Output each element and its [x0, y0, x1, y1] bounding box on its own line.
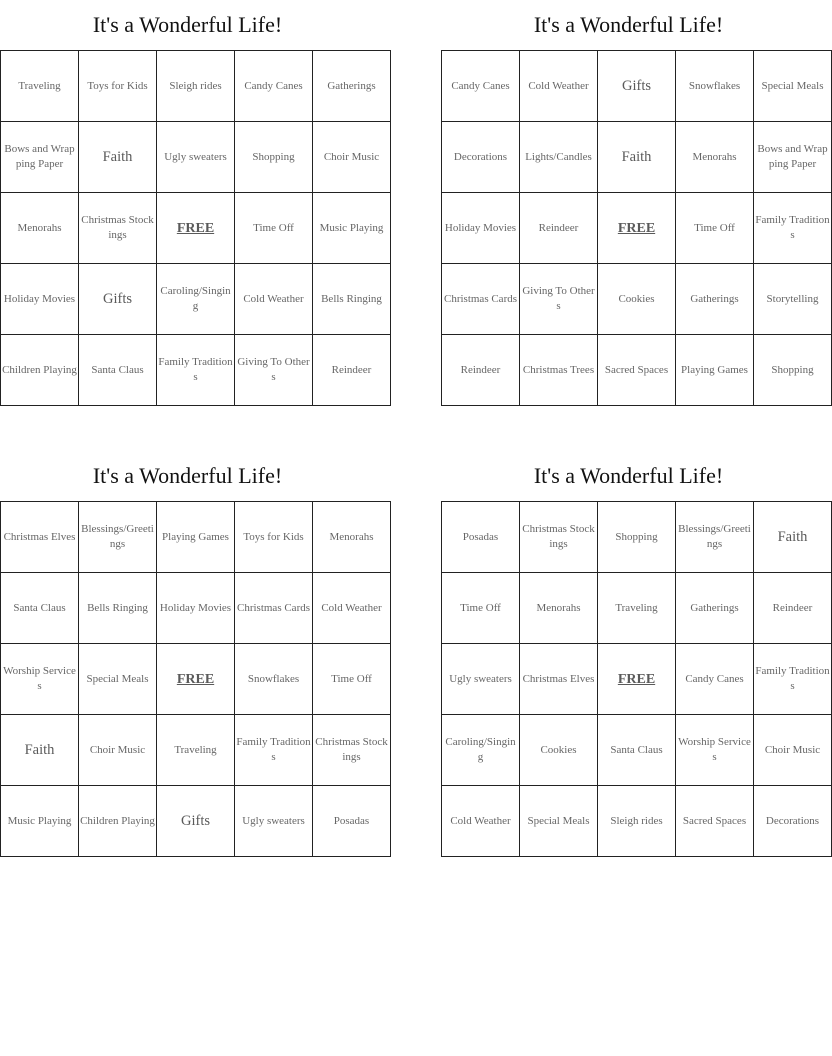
bingo-cell: Faith [754, 502, 832, 573]
bingo-cell: Ugly sweaters [442, 644, 520, 715]
bingo-row [1, 502, 391, 573]
free-space: FREE [598, 193, 676, 264]
bingo-cell: Candy Canes [235, 51, 313, 122]
bingo-row [442, 502, 832, 573]
bingo-cell: Cookies [520, 715, 598, 786]
bingo-cell: Time Off [313, 644, 391, 715]
bingo-cell: Music Playing [313, 193, 391, 264]
bingo-row [442, 51, 832, 122]
bingo-cell: Time Off [235, 193, 313, 264]
bingo-cell: Christmas Trees [520, 335, 598, 406]
bingo-cell: Santa Claus [598, 715, 676, 786]
bingo-cell: Cold Weather [520, 51, 598, 122]
card-title: It's a Wonderful Life! [92, 12, 283, 37]
bingo-cell: Caroling/Singing [442, 715, 520, 786]
bingo-cell: Christmas Elves [520, 644, 598, 715]
bingo-row [1, 193, 391, 264]
bingo-cell: Holiday Movies [442, 193, 520, 264]
bingo-cell: Storytelling [754, 264, 832, 335]
bingo-cell: Candy Canes [676, 644, 754, 715]
bingo-cell: Christmas Stockings [79, 193, 157, 264]
free-space: FREE [598, 644, 676, 715]
bingo-cell: Ugly sweaters [157, 122, 235, 193]
bingo-cell: Traveling [598, 573, 676, 644]
bingo-row [442, 122, 832, 193]
bingo-cell: Children Playing [1, 335, 79, 406]
bingo-cell: Choir Music [79, 715, 157, 786]
bingo-cell: Giving To Others [520, 264, 598, 335]
bingo-cell: Bells Ringing [313, 264, 391, 335]
card-title: It's a Wonderful Life! [533, 463, 724, 488]
free-space: FREE [157, 644, 235, 715]
bingo-cell: Christmas Cards [442, 264, 520, 335]
bingo-cell: Choir Music [754, 715, 832, 786]
bingo-row [1, 122, 391, 193]
bingo-cell: Reindeer [520, 193, 598, 264]
bingo-cell: Reindeer [442, 335, 520, 406]
bingo-cell: Gatherings [676, 573, 754, 644]
bingo-row [1, 786, 391, 857]
bingo-cell: Menorahs [676, 122, 754, 193]
bingo-cell: Gifts [157, 786, 235, 857]
bingo-cell: Worship Services [1, 644, 79, 715]
bingo-cell: Cold Weather [442, 786, 520, 857]
bingo-cell: Menorahs [1, 193, 79, 264]
bingo-cell: Traveling [1, 51, 79, 122]
bingo-cell: Blessings/Greetings [676, 502, 754, 573]
bingo-cell: Cold Weather [313, 573, 391, 644]
bingo-cell: Christmas Stockings [520, 502, 598, 573]
bingo-row [442, 264, 832, 335]
bingo-row [442, 335, 832, 406]
bingo-cell: Faith [1, 715, 79, 786]
bingo-row [1, 715, 391, 786]
bingo-cell: Ugly sweaters [235, 786, 313, 857]
bingo-cell: Menorahs [520, 573, 598, 644]
card-title: It's a Wonderful Life! [533, 12, 724, 37]
bingo-cell: Cookies [598, 264, 676, 335]
bingo-row [442, 573, 832, 644]
bingo-cell: Blessings/Greetings [79, 502, 157, 573]
bingo-grid [441, 50, 832, 406]
bingo-cell: Lights/Candles [520, 122, 598, 193]
bingo-cell: Bells Ringing [79, 573, 157, 644]
bingo-grid [0, 50, 391, 406]
bingo-cell: Posadas [442, 502, 520, 573]
bingo-cell: Bows and Wrapping Paper [754, 122, 832, 193]
bingo-cell: Snowflakes [676, 51, 754, 122]
bingo-row [442, 644, 832, 715]
bingo-cell: Decorations [754, 786, 832, 857]
bingo-cell: Sleigh rides [598, 786, 676, 857]
bingo-cell: Sacred Spaces [598, 335, 676, 406]
bingo-cell: Gatherings [313, 51, 391, 122]
bingo-cell: Playing Games [157, 502, 235, 573]
bingo-grid [0, 501, 391, 857]
bingo-cell: Reindeer [313, 335, 391, 406]
bingo-cell: Giving To Others [235, 335, 313, 406]
bingo-cell: Shopping [235, 122, 313, 193]
bingo-cell: Gifts [598, 51, 676, 122]
bingo-cell: Candy Canes [442, 51, 520, 122]
bingo-cell: Posadas [313, 786, 391, 857]
bingo-cell: Shopping [754, 335, 832, 406]
bingo-cell: Menorahs [313, 502, 391, 573]
bingo-cell: Children Playing [79, 786, 157, 857]
free-space: FREE [157, 193, 235, 264]
bingo-cell: Bows and Wrapping Paper [1, 122, 79, 193]
bingo-cell: Christmas Elves [1, 502, 79, 573]
bingo-cell: Santa Claus [1, 573, 79, 644]
bingo-row [442, 193, 832, 264]
bingo-cell: Christmas Stockings [313, 715, 391, 786]
bingo-cell: Gatherings [676, 264, 754, 335]
bingo-cell: Christmas Cards [235, 573, 313, 644]
bingo-cell: Time Off [676, 193, 754, 264]
bingo-cell: Special Meals [520, 786, 598, 857]
bingo-row [1, 335, 391, 406]
bingo-cell: Family Traditions [754, 193, 832, 264]
bingo-cell: Family Traditions [157, 335, 235, 406]
bingo-cell: Music Playing [1, 786, 79, 857]
bingo-cell: Playing Games [676, 335, 754, 406]
bingo-cell: Family Traditions [754, 644, 832, 715]
bingo-cell: Special Meals [79, 644, 157, 715]
bingo-cell: Shopping [598, 502, 676, 573]
bingo-cell: Worship Services [676, 715, 754, 786]
bingo-row [442, 786, 832, 857]
bingo-cell: Faith [598, 122, 676, 193]
bingo-grid [441, 501, 832, 857]
bingo-cell: Traveling [157, 715, 235, 786]
card-title: It's a Wonderful Life! [92, 463, 283, 488]
bingo-cell: Decorations [442, 122, 520, 193]
bingo-cell: Toys for Kids [79, 51, 157, 122]
bingo-row [1, 51, 391, 122]
bingo-row [442, 715, 832, 786]
bingo-cell: Time Off [442, 573, 520, 644]
bingo-cell: Gifts [79, 264, 157, 335]
bingo-cell: Holiday Movies [157, 573, 235, 644]
bingo-row [1, 644, 391, 715]
bingo-cell: Caroling/Singing [157, 264, 235, 335]
bingo-cell: Choir Music [313, 122, 391, 193]
bingo-cell: Santa Claus [79, 335, 157, 406]
bingo-row [1, 264, 391, 335]
bingo-cell: Toys for Kids [235, 502, 313, 573]
bingo-cell: Snowflakes [235, 644, 313, 715]
bingo-cell: Family Traditions [235, 715, 313, 786]
bingo-cell: Reindeer [754, 573, 832, 644]
bingo-row [1, 573, 391, 644]
bingo-cell: Sacred Spaces [676, 786, 754, 857]
bingo-cell: Faith [79, 122, 157, 193]
bingo-cell: Cold Weather [235, 264, 313, 335]
bingo-cell: Holiday Movies [1, 264, 79, 335]
bingo-cell: Sleigh rides [157, 51, 235, 122]
bingo-cell: Special Meals [754, 51, 832, 122]
